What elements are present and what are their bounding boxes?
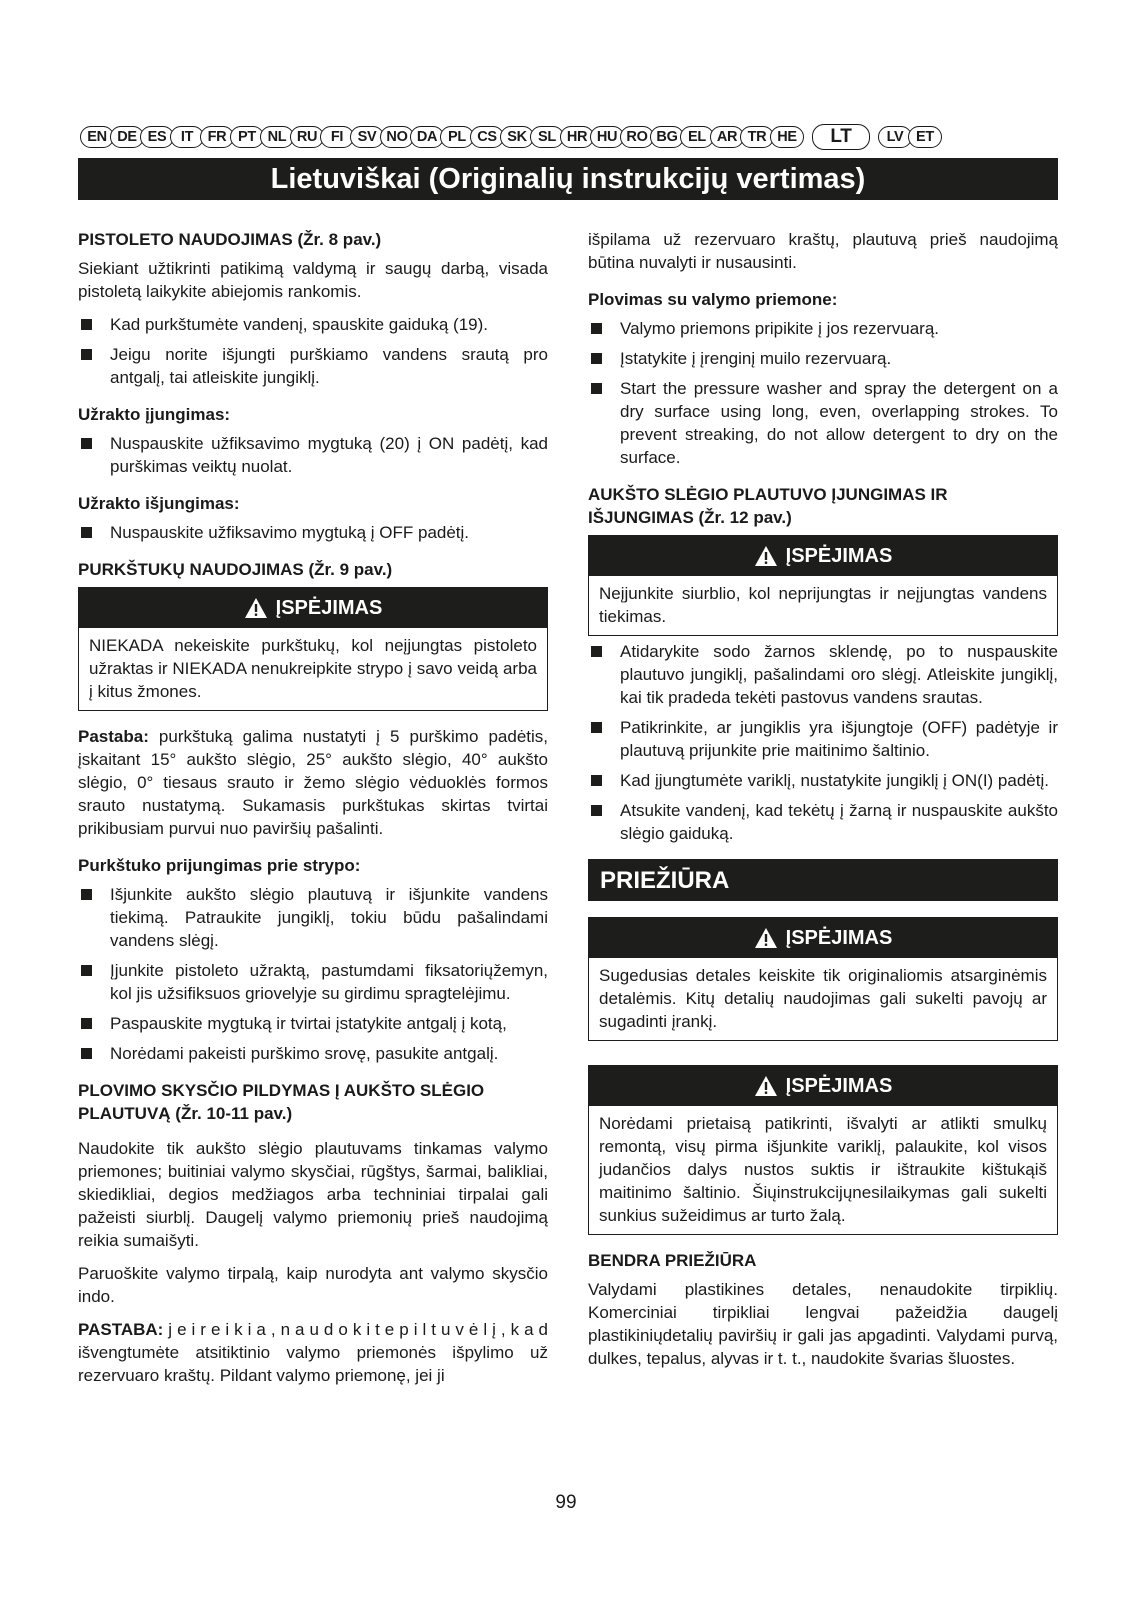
warning-header [79,588,547,628]
bullet-list [588,640,1058,845]
paragraph: Paruoškite valymo tirpalą, kaip nurodyta ant valymo skysčio indo. [78,1264,548,1306]
right-column [588,228,1058,1380]
language-tab-lt: LT [812,124,870,150]
warning-title: ĮSPĖJIMAS [785,926,893,949]
section-heading: PISTOLETO NAUDOJIMAS (Žr. 8 pav.) [78,230,382,249]
list-item: Nuspauskite užfiksavimo mygtuką (20) į ON padėtį, kad purškimas veiktų nuolat. [78,432,548,478]
note-paragraph [78,1318,548,1387]
paragraph: išpilama už rezervuaro kraštų, plautuvą prieš naudojimą būtina nuvalyti ir nusausinti. [588,230,1058,272]
language-tab-no: NO [380,126,414,148]
warning-triangle-icon [754,927,778,949]
language-tab-sl: SL [530,126,564,148]
language-tab-hu: HU [590,126,624,148]
warning-text: Sugedusias detales keiskite tik originaliomis atsarginėmis detalėmis. Kitų detalių naudojimas gali sukelti pavojų ar sugadinti įrankį. [599,966,1047,1031]
list-item: Atsukite vandenį, kad tekėtų į žarną ir nuspauskite aukšto slėgio gaiduką. [588,799,1058,845]
left-column [78,228,548,1397]
bullet-list [588,317,1058,469]
list-item: Kad purkštumėte vandenį, spauskite gaiduką (19). [78,313,548,336]
language-tab-sv: SV [350,126,384,148]
list-item: Išjunkite aukšto slėgio plautuvą ir išjunkite vandens tiekimą. Patraukite jungiklį, tokiu būdu pašalindami vandens slėgį. [78,883,548,952]
warning-header [589,536,1057,576]
warning-title: ĮSPĖJIMAS [785,1074,893,1097]
language-tab-lv: LV [878,126,912,148]
language-tab-it: IT [170,126,204,148]
language-tab-fr: FR [200,126,234,148]
list-item: Norėdami pakeisti purškimo srovę, pasukite antgalį. [78,1042,548,1065]
warning-title: ĮSPĖJIMAS [785,544,893,567]
warning-box [588,1065,1058,1235]
list-item: Kad įjungtumėte variklį, nustatykite jungiklį į ON(I) padėtį. [588,769,1058,792]
list-item: Nuspauskite užfiksavimo mygtuką į OFF padėtį. [78,521,548,544]
warning-triangle-icon [244,597,268,619]
note-label: PASTABA: [78,1320,164,1339]
language-tab-ar: AR [710,126,744,148]
section-heading: AUKŠTO SLĖGIO PLAUTUVO ĮJUNGIMAS IR IŠJUNGIMAS (Žr. 12 pav.) [588,485,948,527]
language-tab-da: DA [410,126,444,148]
language-tab-nl: NL [260,126,294,148]
language-tab-bg: BG [650,126,684,148]
section-heading: Užrakto įjungimas: [78,405,231,424]
warning-box [588,917,1058,1041]
language-tab-pt: PT [230,126,264,148]
bullet-list [78,313,548,389]
note-label: Pastaba: [78,727,149,746]
warning-box [78,587,548,711]
section-heading: Užrakto išjungimas: [78,494,240,513]
language-tab-es: ES [140,126,174,148]
language-bar [80,124,1060,150]
paragraph: Valydami plastikines detales, nenaudokite tirpiklių. Komerciniai tirpikliai lengvai pažeidžia daugelį plastikiniųdetalių paviršių ir gali jas apgadinti. Valydami purvą, dulkes, tepalus, alyvas ir t. t., naudokite švarias šluostes. [588,1280,1058,1368]
page-number: 99 [555,1492,577,1513]
language-tab-de: DE [110,126,144,148]
warning-header [589,918,1057,958]
note-paragraph [78,725,548,840]
section-heading: Plovimas su valymo priemone: [588,290,838,309]
language-tab-tr: TR [740,126,774,148]
warning-text: Neįjunkite siurblio, kol neprijungtas ir neįjungtas vandens tiekimas. [599,584,1047,626]
warning-title: ĮSPĖJIMAS [275,596,383,619]
section-heading: BENDRA PRIEŽIŪRA [588,1251,757,1270]
list-item: Įstatykite į įrenginį muilo rezervuarą. [588,347,1058,370]
language-tab-sk: SK [500,126,534,148]
language-tab-en: EN [80,126,114,148]
language-tab-el: EL [680,126,714,148]
language-tab-fi: FI [320,126,354,148]
list-item: Įjunkite pistoleto užraktą, pastumdami fiksatoriųžemyn, kol jis užsifiksuos griovelyje su girdimu spragtelėjimu. [78,959,548,1005]
paragraph: Naudokite tik aukšto slėgio plautuvams tinkamas valymo priemones; buitiniai valymo skysčiai, rūgštys, šarmai, balikliai, skiedikliai, degios medžiagos arba techniniai tirpalai gali pažeisti siurblį. Daugelį valymo priemonių prieš naudojimą reikia sumaišyti. [78,1139,548,1250]
language-tab-ro: RO [620,126,654,148]
warning-triangle-icon [754,1075,778,1097]
language-tab-he: HE [770,126,804,148]
list-item: Valymo priemons pripikite į jos rezervuarą. [588,317,1058,340]
note-text: j e i r e i k i a , n a u d o k i t e p i l t u v ė l į , k a d išvengtumėte atsitiktinio valymo priemonės išpylimo už rezervuaro kraštų. Pildant valymo priemonę, jei ji [78,1320,548,1385]
list-item: Atidarykite sodo žarnos sklendę, po to nuspauskite plautuvo jungiklį, pašalindami oro slėgį. Atleiskite jungiklį, kai tik pradeda tekėti pastovus vandens srautas. [588,640,1058,709]
language-tab-ru: RU [290,126,324,148]
list-item: Jeigu norite išjungti purškiamo vandens srautą pro antgalį, tai atleiskite jungiklį. [78,343,548,389]
warning-text: Norėdami prietaisą patikrinti, išvalyti ar atlikti smulkų remontą, visų pirma išjunkite variklį, palaukite, kol visos judančios dalys nustos suktis ir ištraukite kištukąiš maitinimo šaltinio. Šiųinstrukcijųnesilaikymas gali sukelti sunkius sužeidimus ar turto žalą. [599,1114,1047,1225]
language-tab-pl: PL [440,126,474,148]
section-heading: PURKŠTUKŲ NAUDOJIMAS (Žr. 9 pav.) [78,560,393,579]
paragraph: Siekiant užtikrinti patikimą valdymą ir saugų darbą, visada pistoletą laikykite abiejomis rankomis. [78,259,548,301]
list-item: Start the pressure washer and spray the detergent on a dry surface using long, even, overlapping strokes. To prevent streaking, do not allow detergent to dry on the surface. [588,377,1058,469]
section-heading: Purkštuko prijungimas prie strypo: [78,856,361,875]
warning-triangle-icon [754,545,778,567]
warning-text: NIEKADA nekeiskite purkštukų, kol neįjungtas pistoleto užraktas ir NIEKADA nenukreipkite strypo į savo veidą arba į kitus žmones. [89,636,537,701]
note-text: purkštuką galima nustatyti į 5 purškimo padėtis, įskaitant 15° aukšto slėgio, 25° aukšto slėgio, 40° aukšto slėgio, 0° tiesaus srauto ir žemo slėgio vėduoklės formos srauto nustatymą. Sukamasis purkštukas skirtas tvirtai prikibusiam purvui nuo paviršių pašalinti. [78,727,548,838]
list-item: Paspauskite mygtuką ir tvirtai įstatykite antgalį į kotą, [78,1012,548,1035]
list-item: Patikrinkite, ar jungiklis yra išjungtoje (OFF) padėtyje ir plautuvą prijunkite prie maitinimo šaltinio. [588,716,1058,762]
language-tab-cs: CS [470,126,504,148]
bullet-list [78,432,548,478]
language-tab-et: ET [908,126,942,148]
language-tab-hr: HR [560,126,594,148]
warning-header [589,1066,1057,1106]
section-title-bar: PRIEŽIŪRA [588,859,1058,901]
page-title: Lietuviškai (Originalių instrukcijų vertimas) [78,158,1058,200]
section-heading: PLOVIMO SKYSČIO PILDYMAS Į AUKŠTO SLĖGIO PLAUTUVĄ (Žr. 10-11 pav.) [78,1081,485,1123]
bullet-list [78,521,548,544]
bullet-list [78,883,548,1065]
warning-box [588,535,1058,636]
